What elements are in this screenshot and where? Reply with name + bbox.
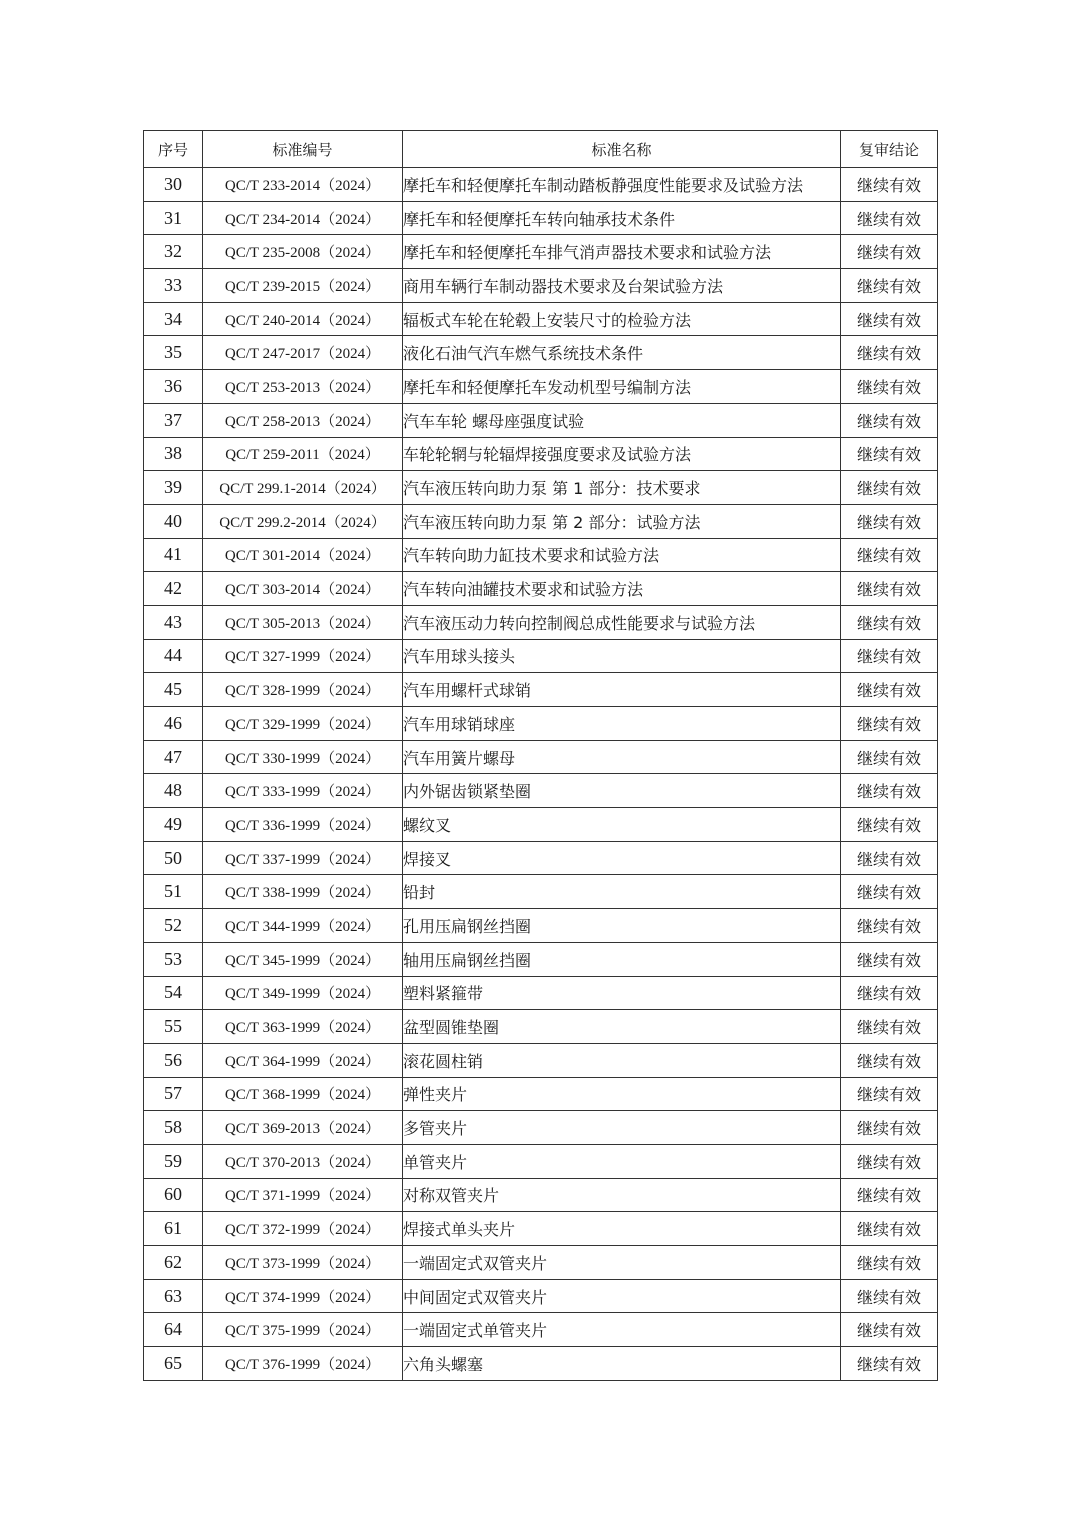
row-standard-code: QC/T 330-1999（2024） — [203, 740, 403, 774]
row-review-result: 继续有效 — [841, 976, 938, 1010]
row-standard-name: 中间固定式双管夹片 — [403, 1279, 841, 1313]
table-row — [144, 437, 938, 471]
row-review-result: 继续有效 — [841, 1111, 938, 1145]
row-seq: 40 — [144, 504, 203, 538]
row-standard-name: 滚花圆柱销 — [403, 1043, 841, 1077]
row-review-result: 继续有效 — [841, 841, 938, 875]
table-row — [144, 976, 938, 1010]
row-standard-code: QC/T 338-1999（2024） — [203, 875, 403, 909]
row-standard-name: 焊接叉 — [403, 841, 841, 875]
row-seq: 30 — [144, 168, 203, 202]
row-review-result: 继续有效 — [841, 235, 938, 269]
row-standard-code: QC/T 369-2013（2024） — [203, 1111, 403, 1145]
row-standard-code: QC/T 239-2015（2024） — [203, 269, 403, 303]
row-standard-name: 汽车用球销球座 — [403, 707, 841, 741]
row-seq: 61 — [144, 1212, 203, 1246]
row-standard-name: 摩托车和轻便摩托车转向轴承技术条件 — [403, 201, 841, 235]
table-row — [144, 471, 938, 505]
row-standard-code: QC/T 370-2013（2024） — [203, 1144, 403, 1178]
row-seq: 55 — [144, 1010, 203, 1044]
row-review-result: 继续有效 — [841, 942, 938, 976]
table-row — [144, 302, 938, 336]
table-row — [144, 336, 938, 370]
table-row — [144, 1111, 938, 1145]
row-standard-name: 六角头螺塞 — [403, 1347, 841, 1381]
table-row — [144, 639, 938, 673]
row-standard-code: QC/T 349-1999（2024） — [203, 976, 403, 1010]
row-standard-code: QC/T 336-1999（2024） — [203, 808, 403, 842]
table-row — [144, 875, 938, 909]
row-standard-name: 弹性夹片 — [403, 1077, 841, 1111]
row-seq: 35 — [144, 336, 203, 370]
table-row — [144, 707, 938, 741]
table-body — [144, 168, 938, 1381]
row-seq: 39 — [144, 471, 203, 505]
row-standard-code: QC/T 375-1999（2024） — [203, 1313, 403, 1347]
table-row — [144, 403, 938, 437]
row-standard-code: QC/T 303-2014（2024） — [203, 572, 403, 606]
row-review-result: 继续有效 — [841, 1246, 938, 1280]
row-seq: 51 — [144, 875, 203, 909]
table-row — [144, 572, 938, 606]
row-standard-name: 单管夹片 — [403, 1144, 841, 1178]
row-standard-name: 汽车液压转向助力泵 第 2 部分：试验方法 — [403, 504, 841, 538]
row-standard-name: 焊接式单头夹片 — [403, 1212, 841, 1246]
row-review-result: 继续有效 — [841, 1010, 938, 1044]
row-seq: 43 — [144, 605, 203, 639]
row-standard-name: 螺纹叉 — [403, 808, 841, 842]
table-row — [144, 1144, 938, 1178]
row-seq: 65 — [144, 1347, 203, 1381]
table-row — [144, 1279, 938, 1313]
row-standard-name: 轴用压扁钢丝挡圈 — [403, 942, 841, 976]
table-row — [144, 168, 938, 202]
row-seq: 33 — [144, 269, 203, 303]
row-review-result: 继续有效 — [841, 909, 938, 943]
table-row — [144, 201, 938, 235]
row-review-result: 继续有效 — [841, 504, 938, 538]
row-standard-code: QC/T 301-2014（2024） — [203, 538, 403, 572]
header-standard-code: 标准编号 — [203, 131, 403, 168]
table-row — [144, 1313, 938, 1347]
row-seq: 38 — [144, 437, 203, 471]
row-review-result: 继续有效 — [841, 201, 938, 235]
row-seq: 45 — [144, 673, 203, 707]
row-seq: 46 — [144, 707, 203, 741]
row-standard-code: QC/T 233-2014（2024） — [203, 168, 403, 202]
row-standard-code: QC/T 329-1999（2024） — [203, 707, 403, 741]
row-standard-name: 汽车用球头接头 — [403, 639, 841, 673]
row-standard-code: QC/T 368-1999（2024） — [203, 1077, 403, 1111]
row-review-result: 继续有效 — [841, 740, 938, 774]
row-standard-name: 辐板式车轮在轮毂上安装尺寸的检验方法 — [403, 302, 841, 336]
row-standard-name: 汽车液压动力转向控制阀总成性能要求与试验方法 — [403, 605, 841, 639]
row-review-result: 继续有效 — [841, 1313, 938, 1347]
row-standard-code: QC/T 240-2014（2024） — [203, 302, 403, 336]
row-standard-code: QC/T 376-1999（2024） — [203, 1347, 403, 1381]
row-standard-name: 车轮轮辋与轮辐焊接强度要求及试验方法 — [403, 437, 841, 471]
row-standard-name: 铅封 — [403, 875, 841, 909]
row-standard-name: 塑料紧箍带 — [403, 976, 841, 1010]
row-standard-name: 摩托车和轻便摩托车制动踏板静强度性能要求及试验方法 — [403, 168, 841, 202]
row-standard-code: QC/T 372-1999（2024） — [203, 1212, 403, 1246]
table-row — [144, 774, 938, 808]
table-row — [144, 740, 938, 774]
row-seq: 59 — [144, 1144, 203, 1178]
row-review-result: 继续有效 — [841, 1178, 938, 1212]
row-seq: 54 — [144, 976, 203, 1010]
row-review-result: 继续有效 — [841, 1212, 938, 1246]
row-seq: 37 — [144, 403, 203, 437]
row-standard-code: QC/T 373-1999（2024） — [203, 1246, 403, 1280]
table-header — [144, 131, 938, 168]
row-seq: 57 — [144, 1077, 203, 1111]
row-standard-name: 商用车辆行车制动器技术要求及台架试验方法 — [403, 269, 841, 303]
table-row — [144, 942, 938, 976]
row-review-result: 继续有效 — [841, 370, 938, 404]
row-seq: 32 — [144, 235, 203, 269]
table-row — [144, 1043, 938, 1077]
row-standard-name: 汽车用簧片螺母 — [403, 740, 841, 774]
row-standard-name: 摩托车和轻便摩托车发动机型号编制方法 — [403, 370, 841, 404]
row-review-result: 继续有效 — [841, 808, 938, 842]
row-standard-name: 一端固定式单管夹片 — [403, 1313, 841, 1347]
row-seq: 47 — [144, 740, 203, 774]
row-review-result: 继续有效 — [841, 168, 938, 202]
table-row — [144, 673, 938, 707]
row-review-result: 继续有效 — [841, 1077, 938, 1111]
table-row — [144, 841, 938, 875]
row-standard-code: QC/T 247-2017（2024） — [203, 336, 403, 370]
row-standard-name: 汽车转向油罐技术要求和试验方法 — [403, 572, 841, 606]
row-standard-name: 盆型圆锥垫圈 — [403, 1010, 841, 1044]
row-standard-code: QC/T 259-2011（2024） — [203, 437, 403, 471]
row-review-result: 继续有效 — [841, 1279, 938, 1313]
row-standard-code: QC/T 299.1-2014（2024） — [203, 471, 403, 505]
row-seq: 42 — [144, 572, 203, 606]
row-review-result: 继续有效 — [841, 403, 938, 437]
row-seq: 41 — [144, 538, 203, 572]
row-review-result: 继续有效 — [841, 673, 938, 707]
row-standard-name: 汽车车轮 螺母座强度试验 — [403, 403, 841, 437]
row-standard-code: QC/T 299.2-2014（2024） — [203, 504, 403, 538]
row-review-result: 继续有效 — [841, 1043, 938, 1077]
row-seq: 44 — [144, 639, 203, 673]
table-row — [144, 538, 938, 572]
row-review-result: 继续有效 — [841, 875, 938, 909]
row-standard-name: 摩托车和轻便摩托车排气消声器技术要求和试验方法 — [403, 235, 841, 269]
header-review-result: 复审结论 — [841, 131, 938, 168]
row-review-result: 继续有效 — [841, 471, 938, 505]
table-row — [144, 808, 938, 842]
row-seq: 31 — [144, 201, 203, 235]
row-standard-name: 多管夹片 — [403, 1111, 841, 1145]
row-standard-name: 内外锯齿锁紧垫圈 — [403, 774, 841, 808]
header-row — [144, 131, 938, 168]
row-review-result: 继续有效 — [841, 336, 938, 370]
row-standard-code: QC/T 327-1999（2024） — [203, 639, 403, 673]
row-review-result: 继续有效 — [841, 538, 938, 572]
row-seq: 48 — [144, 774, 203, 808]
row-review-result: 继续有效 — [841, 707, 938, 741]
row-review-result: 继续有效 — [841, 774, 938, 808]
table-row — [144, 269, 938, 303]
header-seq: 序号 — [144, 131, 203, 168]
row-seq: 36 — [144, 370, 203, 404]
row-seq: 64 — [144, 1313, 203, 1347]
row-seq: 49 — [144, 808, 203, 842]
table-row — [144, 504, 938, 538]
row-review-result: 继续有效 — [841, 269, 938, 303]
row-standard-code: QC/T 364-1999（2024） — [203, 1043, 403, 1077]
row-standard-code: QC/T 374-1999（2024） — [203, 1279, 403, 1313]
row-standard-name: 一端固定式双管夹片 — [403, 1246, 841, 1280]
row-seq: 56 — [144, 1043, 203, 1077]
row-standard-code: QC/T 337-1999（2024） — [203, 841, 403, 875]
row-standard-code: QC/T 371-1999（2024） — [203, 1178, 403, 1212]
row-review-result: 继续有效 — [841, 1347, 938, 1381]
row-standard-name: 孔用压扁钢丝挡圈 — [403, 909, 841, 943]
row-standard-code: QC/T 253-2013（2024） — [203, 370, 403, 404]
row-standard-code: QC/T 363-1999（2024） — [203, 1010, 403, 1044]
row-standard-code: QC/T 305-2013（2024） — [203, 605, 403, 639]
table-row — [144, 1178, 938, 1212]
row-review-result: 继续有效 — [841, 1144, 938, 1178]
table-row — [144, 1077, 938, 1111]
table-row — [144, 1246, 938, 1280]
row-standard-code: QC/T 328-1999（2024） — [203, 673, 403, 707]
row-standard-code: QC/T 235-2008（2024） — [203, 235, 403, 269]
row-seq: 60 — [144, 1178, 203, 1212]
row-review-result: 继续有效 — [841, 437, 938, 471]
table-row — [144, 1212, 938, 1246]
row-seq: 34 — [144, 302, 203, 336]
standards-review-table — [143, 130, 938, 1381]
row-seq: 58 — [144, 1111, 203, 1145]
row-review-result: 继续有效 — [841, 302, 938, 336]
row-standard-name: 汽车液压转向助力泵 第 1 部分：技术要求 — [403, 471, 841, 505]
table-row — [144, 909, 938, 943]
row-standard-code: QC/T 234-2014（2024） — [203, 201, 403, 235]
row-standard-name: 对称双管夹片 — [403, 1178, 841, 1212]
table-row — [144, 605, 938, 639]
table-row — [144, 235, 938, 269]
row-review-result: 继续有效 — [841, 639, 938, 673]
header-standard-name: 标准名称 — [403, 131, 841, 168]
row-seq: 53 — [144, 942, 203, 976]
row-seq: 63 — [144, 1279, 203, 1313]
table-row — [144, 1347, 938, 1381]
table-row — [144, 1010, 938, 1044]
row-review-result: 继续有效 — [841, 605, 938, 639]
row-standard-name: 汽车用螺杆式球销 — [403, 673, 841, 707]
row-seq: 52 — [144, 909, 203, 943]
row-standard-code: QC/T 345-1999（2024） — [203, 942, 403, 976]
row-standard-code: QC/T 258-2013（2024） — [203, 403, 403, 437]
row-seq: 62 — [144, 1246, 203, 1280]
row-standard-code: QC/T 333-1999（2024） — [203, 774, 403, 808]
table-row — [144, 370, 938, 404]
row-standard-name: 汽车转向助力缸技术要求和试验方法 — [403, 538, 841, 572]
row-standard-code: QC/T 344-1999（2024） — [203, 909, 403, 943]
row-standard-name: 液化石油气汽车燃气系统技术条件 — [403, 336, 841, 370]
row-review-result: 继续有效 — [841, 572, 938, 606]
row-seq: 50 — [144, 841, 203, 875]
